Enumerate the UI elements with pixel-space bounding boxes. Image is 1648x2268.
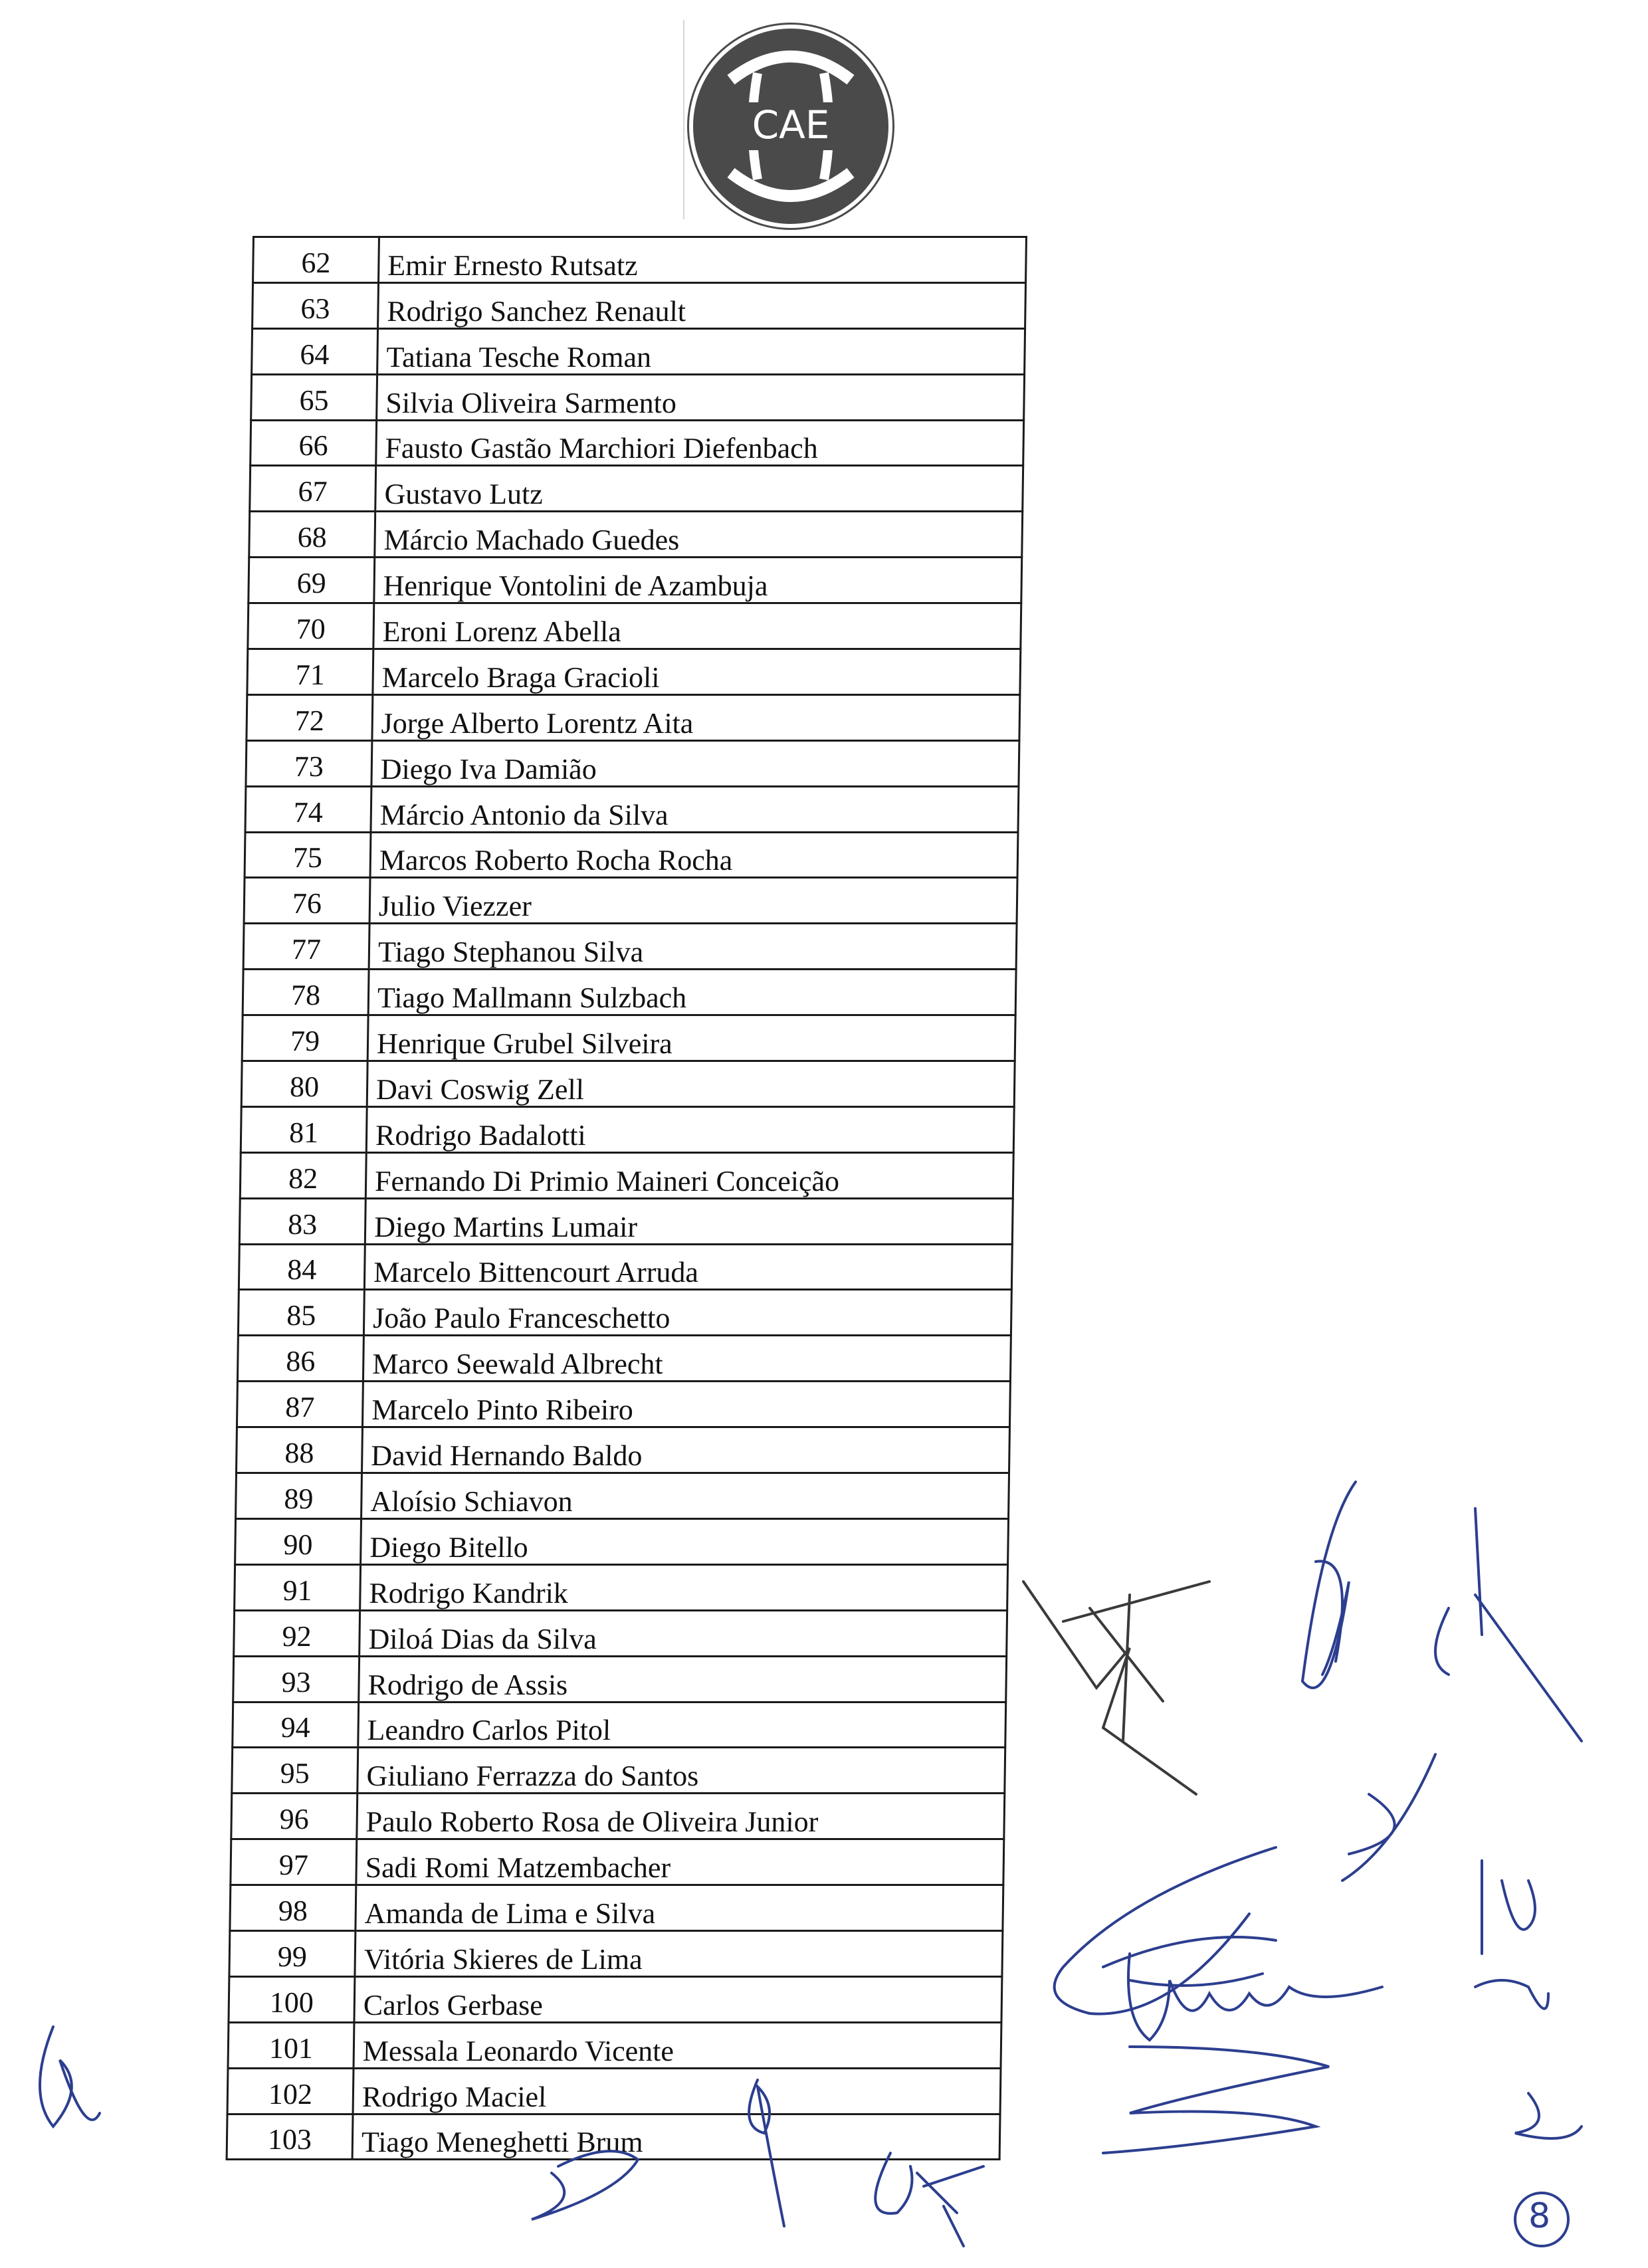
table-row [235,1564,1008,1610]
row-number: 67 [250,466,376,512]
row-name: Fausto Gastão Marchiori Diefenbach [376,420,1024,466]
table-row [243,924,1017,970]
signature-4 [1342,1754,1435,1881]
table-row [252,328,1025,374]
row-name: Rodrigo Maciel [353,2068,1001,2114]
row-number: 85 [238,1290,364,1336]
table-row [248,603,1021,649]
table-row [249,512,1023,558]
signature-7 [1103,2047,1329,2153]
roster-table [226,236,1027,2160]
signature-12 [875,2153,983,2246]
row-name: Tatiana Tesche Roman [377,328,1025,374]
row-name: Leandro Carlos Pitol [358,1702,1006,1748]
row-number: 103 [227,2114,353,2160]
row-number: 73 [246,740,372,786]
row-number: 102 [227,2068,354,2114]
row-number: 90 [235,1518,361,1564]
table-row [231,1794,1005,1839]
row-name: Silvia Oliveira Sarmento [377,374,1025,420]
row-name: Vitória Skieres de Lima [355,1930,1003,1976]
row-number: 98 [230,1885,356,1931]
table-row [233,1656,1007,1702]
row-number: 82 [240,1152,366,1198]
row-name: Marcos Roberto Rocha Rocha [370,832,1018,878]
row-number: 94 [233,1702,359,1748]
table-row [227,2114,1000,2160]
row-name: Tiago Meneghetti Brum [352,2114,1000,2160]
table-row [234,1610,1007,1656]
row-name: Giuliano Ferrazza do Santos [358,1748,1005,1794]
row-name: Jorge Alberto Lorentz Aita [372,694,1020,740]
table-row [253,237,1027,283]
row-number: 101 [228,2022,354,2068]
row-name: Davi Coswig Zell [367,1061,1015,1107]
signature-3 [1435,1508,1582,1741]
row-number: 71 [247,649,373,695]
row-number: 99 [229,1930,356,1976]
row-number: 74 [245,786,371,832]
row-number: 66 [251,420,377,466]
row-name: Sadi Romi Matzembacher [356,1839,1004,1885]
row-name: Messala Leonardo Vicente [354,2022,1001,2068]
row-number: 72 [247,694,373,740]
table-row [247,694,1020,740]
row-name: Aloísio Schiavon [361,1473,1009,1519]
row-name: Rodrigo de Assis [359,1656,1007,1702]
signature-2 [1302,1482,1356,1688]
row-name: Marco Seewald Albrecht [363,1336,1011,1382]
table-row [242,1015,1015,1061]
row-number: 92 [234,1610,360,1656]
row-number: 87 [237,1382,363,1427]
row-number: 69 [249,558,375,603]
row-name: Julio Viezzer [369,878,1017,924]
roster-body [227,237,1026,2160]
row-number: 65 [251,374,377,420]
row-number: 86 [237,1336,363,1382]
row-number: 80 [241,1061,367,1107]
row-number: 81 [241,1106,367,1152]
signature-10 [532,2151,638,2219]
table-row [228,2022,1001,2068]
table-row [236,1473,1009,1519]
row-name: Diloá Dias da Silva [360,1610,1007,1656]
table-row [250,466,1023,512]
table-row [227,2068,1001,2114]
row-number: 96 [231,1794,358,1839]
row-number: 100 [229,1976,355,2022]
signature-1 [1023,1582,1209,1794]
table-row [241,1106,1014,1152]
row-name: Diego Martins Lumair [365,1198,1013,1244]
table-row [230,1885,1003,1931]
signature-6 [1128,1954,1382,2040]
row-number: 93 [233,1656,360,1702]
table-row [239,1198,1013,1244]
table-row [239,1244,1012,1290]
row-name: Henrique Grubel Silveira [367,1015,1015,1061]
row-name: Fernando Di Primio Maineri Conceição [365,1152,1013,1198]
table-row [231,1839,1004,1885]
row-name: Diego Bitello [361,1518,1009,1564]
table-row [235,1518,1009,1564]
row-name: Amanda de Lima e Silva [356,1885,1003,1931]
row-number: 97 [231,1839,357,1885]
signature-8 [1475,1861,1582,2138]
page-number: 8 [1528,2196,1551,2236]
row-name: Emir Ernesto Rutsatz [379,237,1027,283]
table-row [229,1976,1002,2022]
table-row [240,1152,1013,1198]
row-name: Henrique Vontolini de Azambuja [374,558,1022,603]
table-row [241,1061,1015,1107]
table-row [251,374,1025,420]
row-name: Rodrigo Sanchez Renault [378,282,1026,328]
row-number: 62 [253,237,379,283]
row-name: Rodrigo Badalotti [366,1106,1014,1152]
row-number: 63 [253,282,379,328]
row-number: 68 [249,512,375,558]
row-number: 70 [248,603,374,649]
table-row [249,558,1022,603]
table-row [246,740,1019,786]
row-number: 75 [245,832,371,878]
table-row [237,1382,1010,1427]
row-name: Carlos Gerbase [354,1976,1002,2022]
table-row [253,282,1026,328]
row-number: 78 [243,970,369,1015]
row-name: Eroni Lorenz Abella [373,603,1021,649]
table-row [232,1748,1005,1794]
row-name: Paulo Roberto Rosa de Oliveira Junior [357,1794,1005,1839]
table-row [229,1930,1003,1976]
signature-5 [1055,1847,1276,2014]
logo-text: CAE [752,102,830,148]
row-number: 95 [232,1748,358,1794]
row-number: 84 [239,1244,365,1290]
row-number: 76 [244,878,370,924]
table-row [245,832,1018,878]
row-number: 91 [235,1564,361,1610]
row-name: Tiago Stephanou Silva [369,924,1017,970]
row-name: Gustavo Lutz [375,466,1023,512]
row-name: David Hernando Baldo [362,1427,1010,1473]
table-row [244,878,1017,924]
row-number: 79 [242,1015,368,1061]
row-name: Rodrigo Kandrik [360,1564,1008,1610]
row-number: 64 [252,328,378,374]
cae-logo [684,20,897,233]
row-name: Márcio Antonio da Silva [371,786,1019,832]
table-row [243,970,1016,1015]
table-row [245,786,1019,832]
table-row [251,420,1024,466]
signature-9 [40,2027,100,2126]
row-number: 83 [239,1198,365,1244]
row-name: Marcelo Pinto Ribeiro [362,1382,1010,1427]
table-row [237,1336,1011,1382]
row-name: Márcio Machado Guedes [375,512,1023,558]
row-name: João Paulo Franceschetto [363,1290,1011,1336]
table-row [238,1290,1011,1336]
table-row [247,649,1021,695]
row-name: Marcelo Braga Gracioli [373,649,1021,695]
row-name: Tiago Mallmann Sulzbach [368,970,1016,1015]
row-name: Diego Iva Damião [371,740,1019,786]
row-name: Marcelo Bittencourt Arruda [364,1244,1012,1290]
table-row [233,1702,1006,1748]
row-number: 88 [237,1427,363,1473]
row-number: 89 [236,1473,362,1519]
table-row [237,1427,1010,1473]
row-number: 77 [243,924,369,970]
